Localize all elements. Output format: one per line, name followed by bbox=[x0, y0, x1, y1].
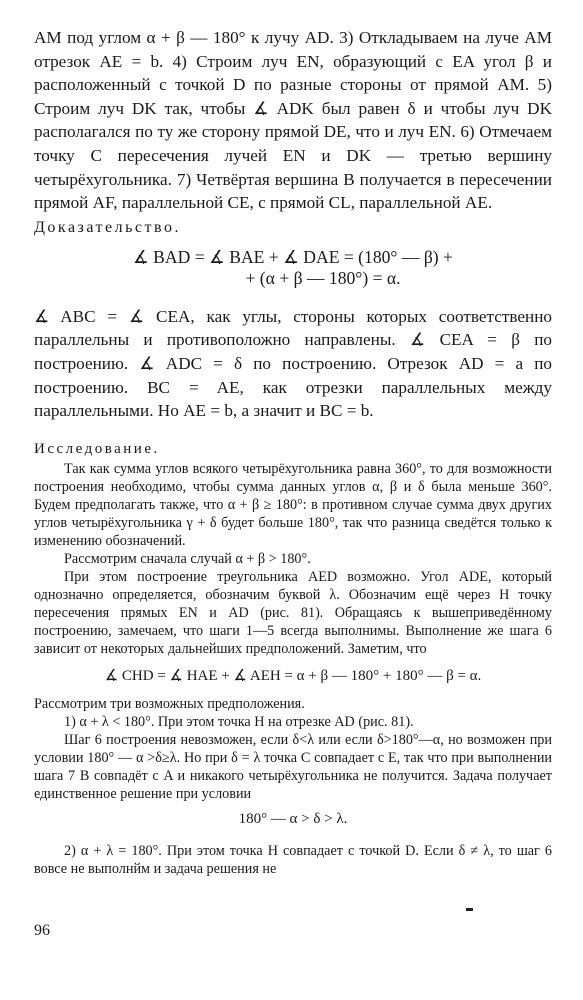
page-number: 96 bbox=[34, 922, 50, 939]
condition-formula: 180° — α > δ > λ. bbox=[238, 810, 348, 827]
case-2-paragraph: 2) α + λ = 180°. При этом точка H совпадает с точкой D. Если δ ≠ λ, то шаг 6 вовсе не выполнйм и задача решения не bbox=[34, 842, 552, 877]
angle-formula: ∡ CHD = ∡ HAE + ∡ AEH = α + β — 180° + 180° — β = α. bbox=[104, 667, 482, 684]
proof-paragraph: ∡ ABC = ∡ CEA, как углы, стороны которых соответственно параллельны и противоположно направлены. ∡ CEA = β по построению. ∡ ADC = δ по построению. Отрезок AD = a по построению. BC = AE, как отрезки параллельных между параллельными. Но AE = b, а значит и BC = b. bbox=[34, 306, 552, 421]
proof-formula-line-2: + (α + β — 180°) = α. bbox=[245, 267, 401, 288]
construction-paragraph: AM под углом α + β — 180° к лучу AD. 3) Откладываем на луче AM отрезок AE = b. 4) Строим луч EN, образующий с EA угол β и расположенный с точкой D по разные стороны от прямой AM. 5) Строим луч DK так, чтобы ∡ ADK был равен δ и чтобы луч DK располагался по ту же сторону прямой DE, что и луч EN. 6) Отмечаем точку C пересечения лучей EN и DK — третью вершину четырёхугольника. 7) Четвёртая вершина B получается в пересечении прямой AF, параллельной CE, с прямой CL, параллельной AE. bbox=[34, 28, 552, 213]
case-1-analysis: Шаг 6 построения невозможен, если δ<λ или если δ>180°—α, но возможен при условии 180° — α >δ≥λ. Но при δ = λ точка C совпадает с E, так что при выполнении шага 7 B совпадёт с A и никакого четырёхугольника не получится. Задача получает единственное решение при условии bbox=[34, 731, 552, 802]
study-paragraph-3: При этом построение треугольника AED возможно. Угол ADE, который однозначно определяется, обозначим буквой λ. Обозначим ещё через H точку пересечения прямых EN и AD (рис. 81). Обращаясь к вышеприведённому построению, замечаем, что шаги 1—5 всегда выполнимы. Выполнение же шага 6 зависит от некоторых дальнейших предположений. Заметим, что bbox=[34, 568, 552, 657]
study-paragraph-2: Рассмотрим сначала случай α + β > 180°. bbox=[64, 550, 311, 567]
study-heading: Исследование. bbox=[34, 440, 160, 457]
proof-formula-line-1: ∡ BAD = ∡ BAE + ∡ DAE = (180° — β) + bbox=[133, 246, 453, 267]
page-body bbox=[34, 26, 552, 878]
case-1-paragraph: 1) α + λ < 180°. При этом точка H на отрезке AD (рис. 81). bbox=[64, 713, 414, 730]
study-paragraph-1: Так как сумма углов всякого четырёхугольника равна 360°, то для возможности построения необходимо, чтобы сумма данных углов α, β и δ была меньше 360°. Будем предполагать также, что α + β ≥ 180°: в противном случае сумма двух других углов четырёхугольника γ + δ будет больше 180°, так что разница сведётся только к изменению обозначений. bbox=[34, 460, 552, 549]
study-paragraph-4: Рассмотрим три возможных предположения. bbox=[34, 695, 305, 712]
print-mark bbox=[466, 908, 473, 911]
proof-heading: Доказательство. bbox=[34, 218, 181, 236]
